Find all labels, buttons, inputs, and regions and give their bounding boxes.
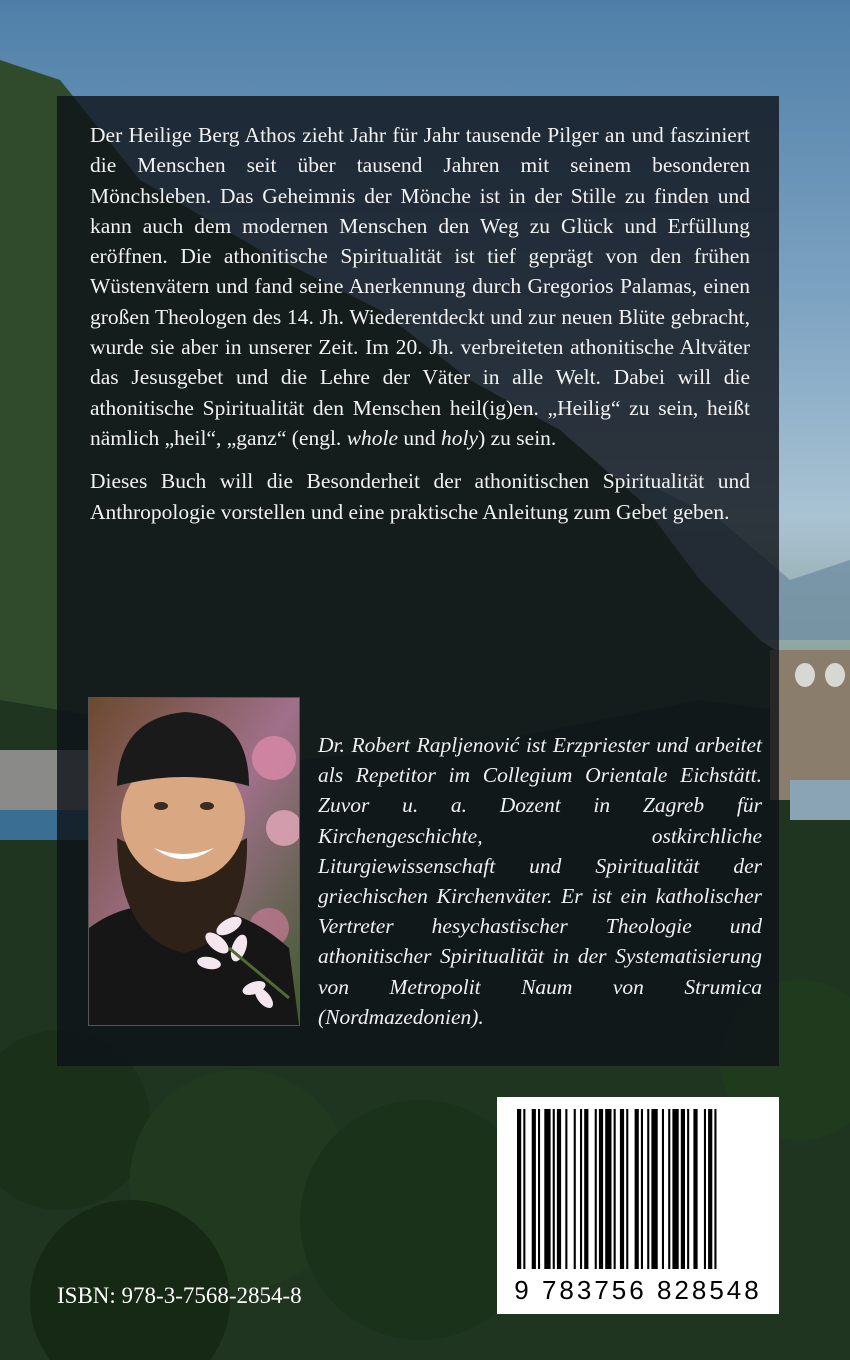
barcode-bar — [651, 1109, 657, 1269]
author-photo — [88, 697, 300, 1026]
barcode-bar — [557, 1109, 561, 1269]
barcode-bar — [614, 1109, 616, 1269]
barcode-bar — [620, 1109, 624, 1269]
barcode-bar — [565, 1109, 567, 1269]
barcode-bar — [553, 1109, 555, 1269]
barcode-bar — [584, 1109, 588, 1269]
barcode-bar — [681, 1109, 685, 1269]
barcode-bar — [517, 1109, 521, 1269]
barcode-bar — [714, 1109, 716, 1269]
barcode-bar — [708, 1109, 712, 1269]
barcode — [497, 1097, 779, 1314]
barcode-bar — [538, 1109, 540, 1269]
barcode-bar — [626, 1109, 628, 1269]
barcode-bar — [595, 1109, 597, 1269]
author-bio: Dr. Robert Rapljenović ist Erzpriester und arbeitet als Repetitor im Collegium Orientale Eichstätt. Zuvor u. a. Dozent in Zagreb für Kirchengeschichte, ostkirchliche Liturgiewissenschaft und Spiritualität der griechischen Kirchenväter. Er ist ein katholischer Vertreter hesychastischer Theologie und athonitischer Spiritualität in der Systematisierung von Metropolit Naum von Strumica (Nordmazedonien). — [318, 733, 762, 1029]
barcode-bar — [647, 1109, 649, 1269]
barcode-bar — [532, 1109, 536, 1269]
barcode-number: 9 783756 828548 — [514, 1275, 762, 1305]
book-description — [90, 120, 750, 540]
description-paragraph-2: Dieses Buch will die Besonderheit der athonitischen Spiritualität und Anthropologie vorstellen und eine praktische Anleitung zum Gebet geben. — [90, 469, 750, 524]
barcode-bar — [544, 1109, 550, 1269]
barcode-bar — [668, 1109, 670, 1269]
barcode-bar — [523, 1109, 525, 1269]
barcode-bar — [662, 1109, 664, 1269]
isbn-label: ISBN: 978-3-7568-2854-8 — [57, 1283, 302, 1308]
barcode-bar — [693, 1109, 697, 1269]
barcode-bar — [672, 1109, 678, 1269]
barcode-bar — [687, 1109, 689, 1269]
barcode-bar — [635, 1109, 639, 1269]
barcode-bar — [574, 1109, 576, 1269]
barcode-bar — [605, 1109, 611, 1269]
barcode-bar — [641, 1109, 643, 1269]
barcode-bar — [580, 1109, 582, 1269]
barcode-bar — [704, 1109, 706, 1269]
description-paragraph-1: Der Heilige Berg Athos zieht Jahr für Jahr tausende Pilger an und fasziniert die Menschen seit über tausend Jahren mit seinem besonderen Mönchsleben. Das Geheimnis der Mönche ist in der Stille zu finden und kann auch dem modernen Menschen den Weg zu Glück und Erfüllung eröffnen. Die athonitische Spiritualität ist tief geprägt von den frühen Wüstenvätern und fand seine Anerkennung durch Gregorios Palamas, einen großen Theologen des 14. Jh. Wiederentdeckt und zur neuen Blüte gebracht, wurde sie aber in unserer Zeit. Im 20. Jh. verbreiteten athonitische Altväter das Jesusgebet und die Lehre der Väter in alle Welt. Dabei will die athonitische Spiritualität den Menschen heil(ig)en. „Heilig“ zu sein, heißt nämlich „heil“, „ganz“ (engl. whole und holy) zu sein. — [90, 123, 750, 450]
barcode-bar — [599, 1109, 603, 1269]
